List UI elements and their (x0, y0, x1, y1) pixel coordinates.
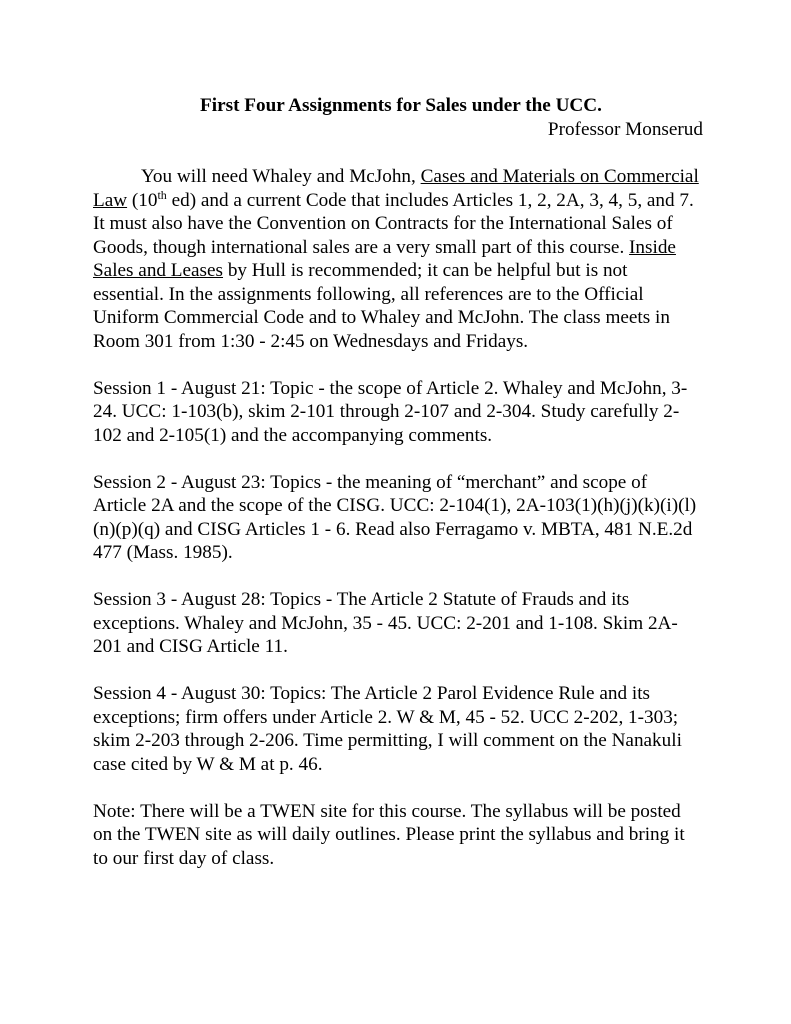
document-title: First Four Assignments for Sales under the UCC. (200, 95, 602, 116)
edition-superscript: th (157, 187, 167, 202)
session-4-paragraph: Session 4 - August 30: Topics: The Article 2 Parol Evidence Rule and its exceptions; firm offers under Article 2. W & M, 45 - 52. UCC 2-202, 1-303; skim 2-203 through 2-206. Time permitting, I will comment on the Nanakuli case cited by W & M at p. 46. (93, 683, 682, 775)
intro-text-3: ed) and a current Code that includes Articles 1, 2, 2A, 3, 4, 5, and 7. It must also have the Convention on Contracts for the International Sales of Goods, though international sales are a very small part of this course. (93, 189, 694, 258)
author-line: Professor Monserud (547, 118, 703, 140)
intro-text-4: by Hull is recommended; it can be helpful but is not essential. In the assignments following, all references are to the Official Uniform Commercial Code and to Whaley and McJohn. The class meets in Room 301 from 1:30 - 2:45 on Wednesdays and Fridays. (93, 260, 670, 352)
document-page (93, 94, 703, 870)
session-1-paragraph: Session 1 - August 21: Topic - the scope of Article 2. Whaley and McJohn, 3-24. UCC: 1-103(b), skim 2-101 through 2-107 and 2-304. Study carefully 2-102 and 2-105(1) and the accompanying comments. (93, 377, 688, 446)
session-2-paragraph: Session 2 - August 23: Topics - the meaning of “merchant” and scope of Article 2A and the scope of the CISG. UCC: 2-104(1), 2A-103(1)(h)(j)(k)(i)(l)(n)(p)(q) and CISG Articles 1 - 6. Read also Ferragamo v. MBTA, 481 N.E.2d 477 (Mass. 1985). (93, 471, 697, 563)
textbook-title: Cases and Materials on Commercial Law (93, 166, 699, 211)
note-paragraph: Note: There will be a TWEN site for this course. The syllabus will be posted on the TWEN site as will daily outlines. Please print the syllabus and bring it to our first day of class. (93, 800, 685, 869)
intro-text-2: (10 (127, 189, 158, 211)
intro-paragraph (93, 165, 703, 353)
recommended-book-title: Inside Sales and Leases (93, 236, 676, 281)
session-3-paragraph: Session 3 - August 28: Topics - The Article 2 Statute of Frauds and its exceptions. Whaley and McJohn, 35 - 45. UCC: 2-201 and 1-108. Skim 2A-201 and CISG Article 11. (93, 589, 678, 657)
intro-text-1: You will need Whaley and McJohn, (141, 166, 421, 187)
